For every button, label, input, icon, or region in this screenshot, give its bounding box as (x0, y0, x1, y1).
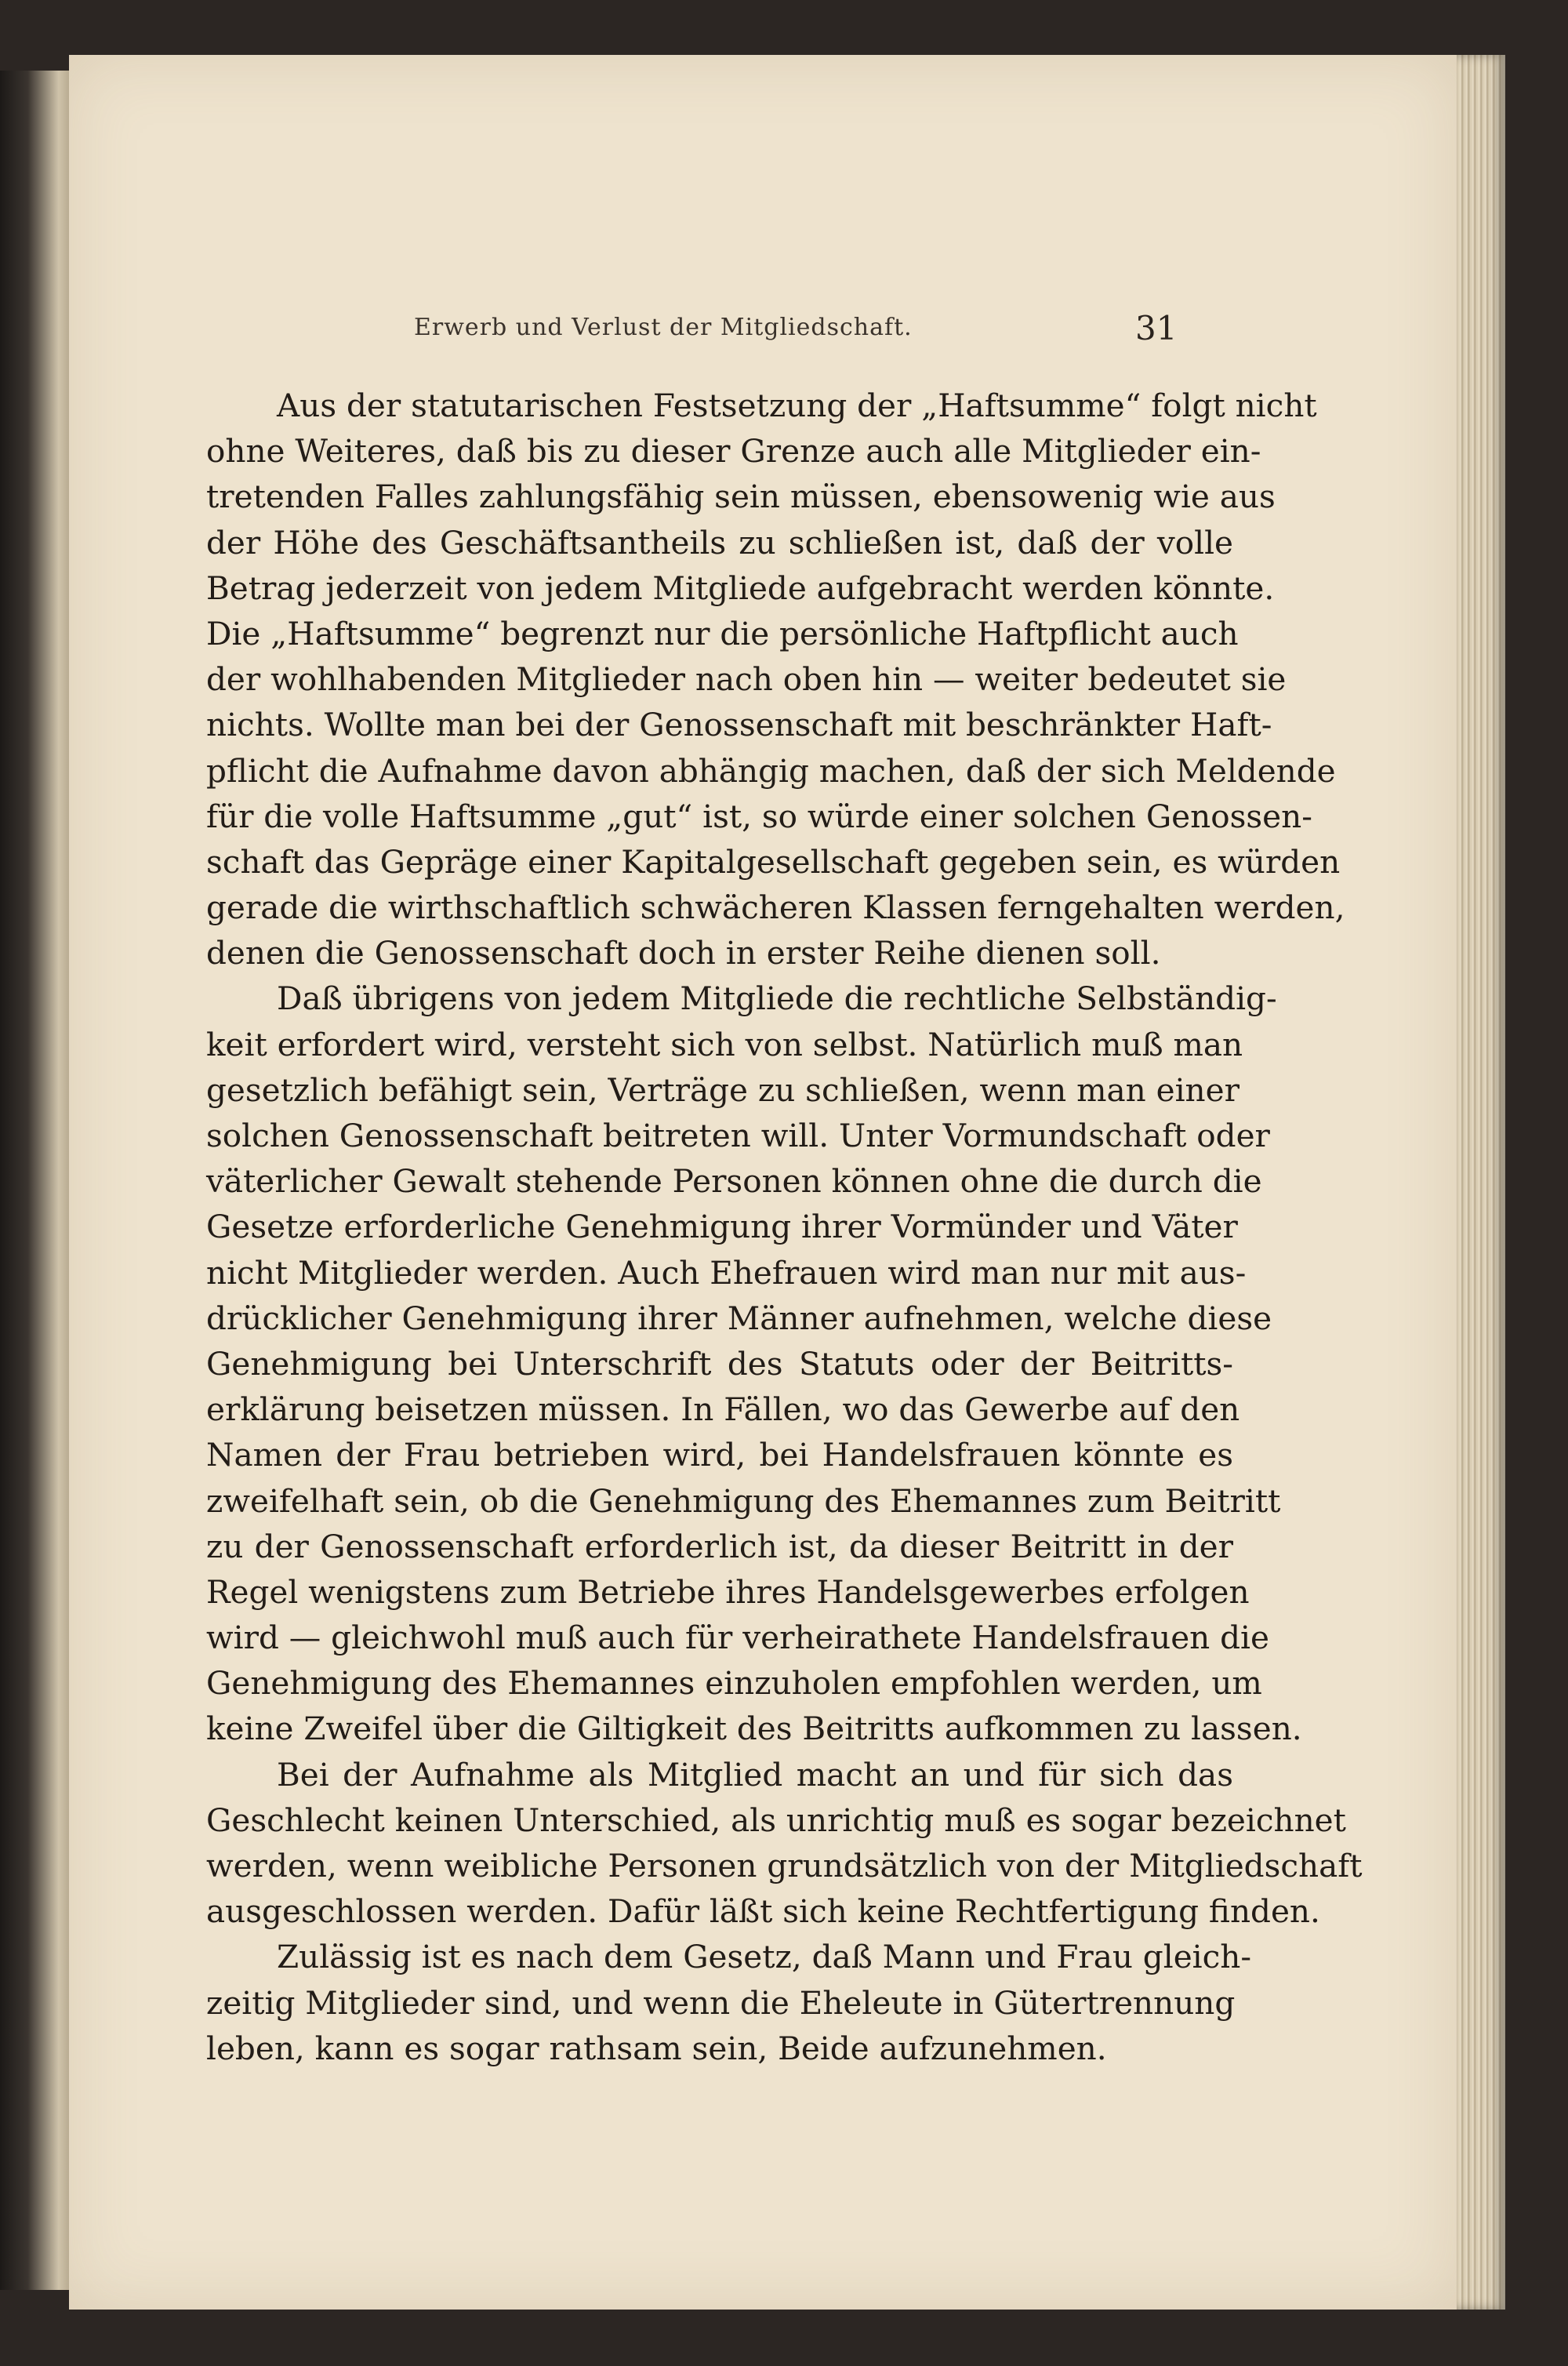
text-line: pflicht die Aufnahme davon abhängig machen, daß der sich Meldende (206, 751, 1336, 790)
text-line: Genehmigung bei Unterschrift des Statuts oder der Beitritts- (206, 1344, 1233, 1383)
text-line: tretenden Falles zahlungsfähig sein müssen, ebensowenig wie aus (206, 478, 1276, 516)
text-line: Gesetze erforderliche Genehmigung ihrer Vormünder und Väter (206, 1208, 1238, 1246)
text-line: Regel wenigstens zum Betriebe ihres Handelsgewerbes erfolgen (206, 1572, 1250, 1611)
text-line: väterlicher Gewalt stehende Personen können ohne die durch die (206, 1162, 1262, 1201)
text-line: Betrag jederzeit von jedem Mitgliede aufgebracht werden könnte. (206, 569, 1275, 607)
text-line: Aus der statutarischen Festsetzung der „Haftsumme“ folgt nicht (277, 387, 1317, 424)
text-line: Die „Haftsumme“ begrenzt nur die persönliche Haftpflicht auch (206, 614, 1239, 652)
book-page (69, 55, 1457, 2310)
text-line: denen die Genossenschaft doch in erster Reihe dienen soll. (206, 934, 1161, 972)
text-line: schaft das Gepräge einer Kapitalgesellschaft gegeben sein, es würden (206, 842, 1341, 881)
text-line: für die volle Haftsumme „gut“ ist, so würde einer solchen Genossen- (206, 797, 1312, 835)
text-line: der wohlhabenden Mitglieder nach oben hin — weiter bedeutet sie (206, 660, 1287, 699)
body-text (206, 383, 1363, 2071)
text-line: keine Zweifel über die Giltigkeit des Beitritts aufkommen zu lassen. (206, 1710, 1302, 1748)
text-line: gerade die wirthschaftlich schwächeren Klassen ferngehalten werden, (206, 889, 1345, 927)
text-line: Namen der Frau betrieben wird, bei Handelsfrauen könnte es (206, 1436, 1233, 1474)
text-line: Geschlecht keinen Unterschied, als unrichtig muß es sogar bezeichnet (206, 1801, 1346, 1839)
text-line: keit erfordert wird, versteht sich von selbst. Natürlich muß man (206, 1025, 1243, 1063)
text-line: Genehmigung des Ehemannes einzuholen empfohlen werden, um (206, 1664, 1262, 1703)
text-line: nichts. Wollte man bei der Genossenschaft mit beschränkter Haft- (206, 706, 1272, 744)
text-line: nicht Mitglieder werden. Auch Ehefrauen wird man nur mit aus- (206, 1253, 1247, 1292)
text-line: solchen Genossenschaft beitreten will. Unter Vormundschaft oder (206, 1117, 1270, 1154)
text-line: erklärung beisetzen müssen. In Fällen, wo das Gewerbe auf den (206, 1390, 1240, 1429)
text-line: Bei der Aufnahme als Mitglied macht an und für sich das (277, 1755, 1233, 1794)
text-line: ausgeschlossen werden. Dafür läßt sich keine Rechtfertigung finden. (206, 1892, 1320, 1931)
text-line: werden, wenn weibliche Personen grundsätzlich von der Mitgliedschaft (206, 1847, 1363, 1884)
text-line: leben, kann es sogar rathsam sein, Beide aufzunehmen. (206, 2029, 1107, 2067)
text-line: gesetzlich befähigt sein, Verträge zu schließen, wenn man einer (206, 1070, 1240, 1109)
text-line: Zulässig ist es nach dem Gesetz, daß Mann und Frau gleich- (277, 1938, 1252, 1976)
text-line: ohne Weiteres, daß bis zu dieser Grenze auch alle Mitglieder ein- (206, 432, 1261, 471)
text-line: drücklicher Genehmigung ihrer Männer aufnehmen, welche diese (206, 1299, 1272, 1337)
text-line: zu der Genossenschaft erforderlich ist, da dieser Beitritt in der (206, 1527, 1233, 1565)
running-head: Erwerb und Verlust der Mitgliedschaft. (414, 314, 913, 341)
page-number: 31 (1135, 309, 1178, 347)
binding-shadow (0, 71, 69, 2290)
text-line: der Höhe des Geschäftsantheils zu schließen ist, daß der volle (206, 523, 1233, 562)
text-line: zeitig Mitglieder sind, und wenn die Eheleute in Gütertrennung (206, 1983, 1236, 2022)
text-line: Daß übrigens von jedem Mitgliede die rechtliche Selbständig- (277, 979, 1277, 1018)
page-header (69, 309, 1457, 361)
text-line: zweifelhaft sein, ob die Genehmigung des Ehemannes zum Beitritt (206, 1481, 1281, 1520)
text-line: wird — gleichwohl muß auch für verheirathete Handelsfrauen die (206, 1619, 1269, 1657)
